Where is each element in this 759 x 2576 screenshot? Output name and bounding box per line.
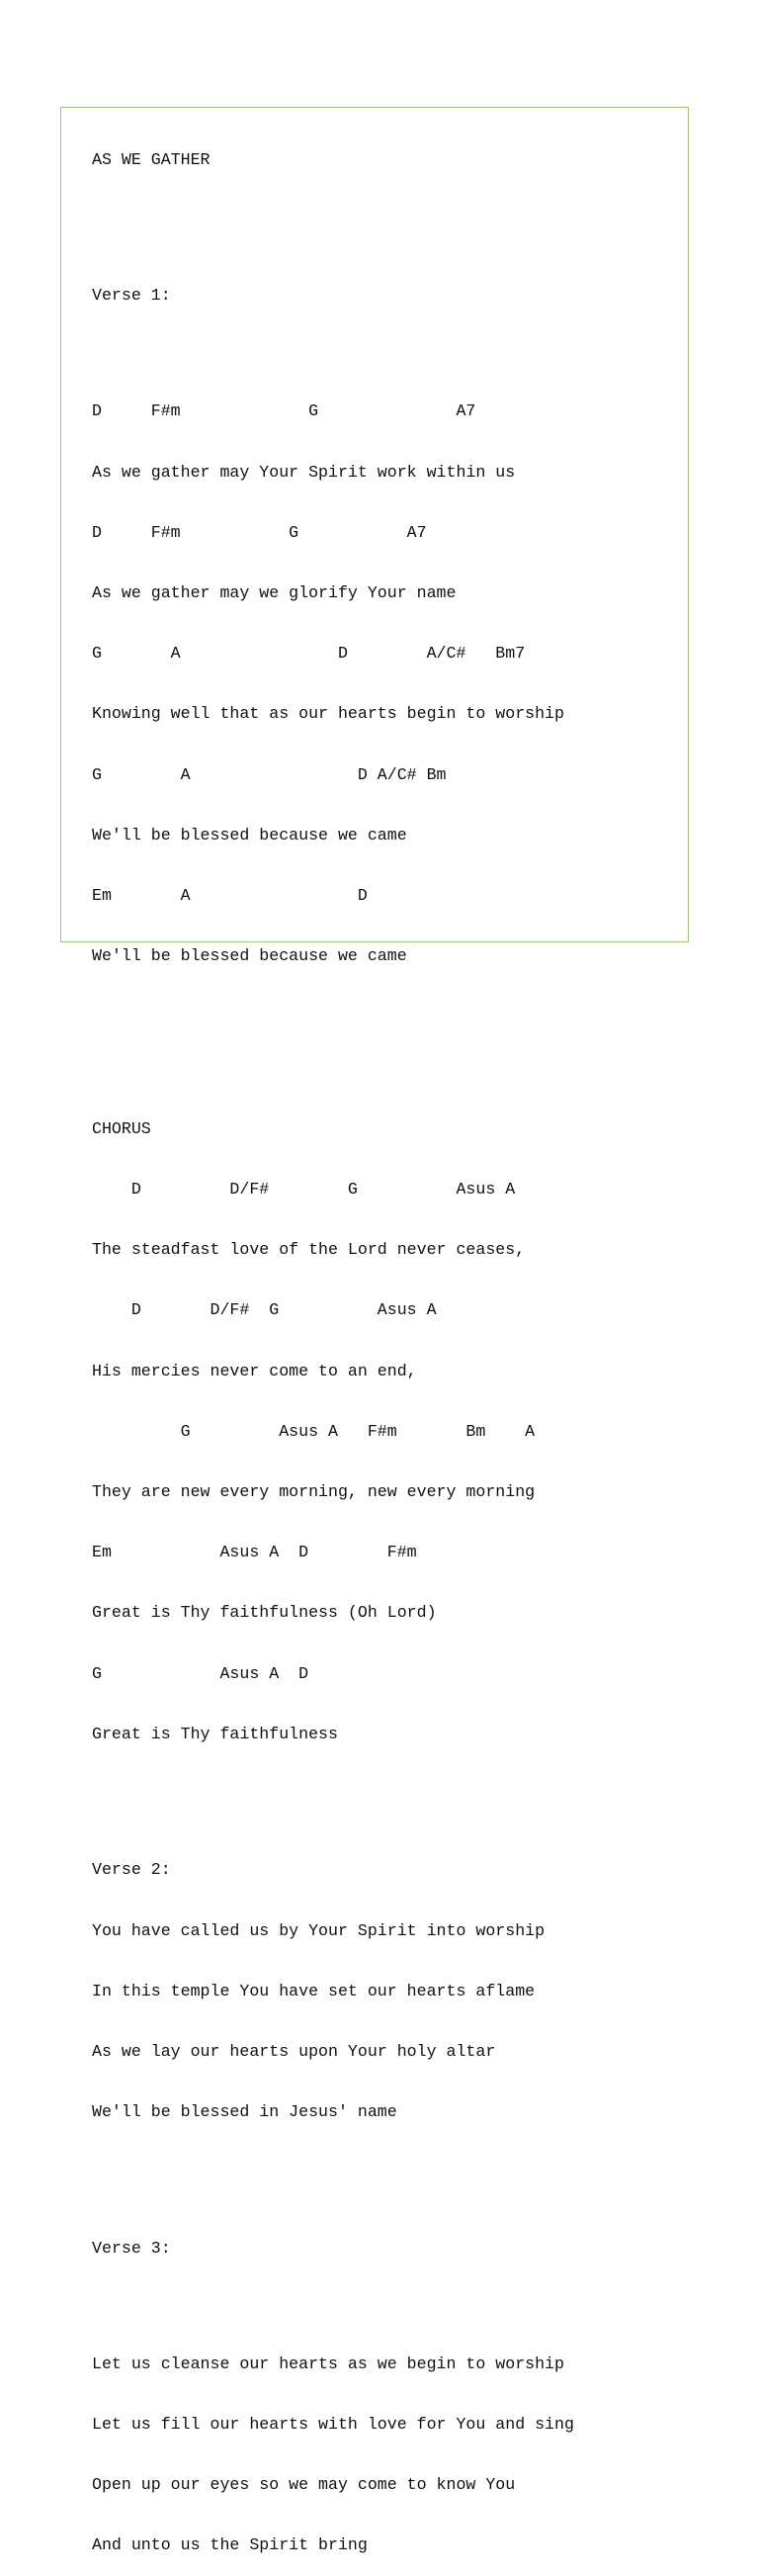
lyric-line: In this temple You have set our hearts aflame — [92, 1981, 536, 2000]
lyric-line: We'll be blessed because we came — [92, 946, 407, 966]
chord-line: G Asus A F#m Bm A — [92, 1421, 536, 1441]
lyric-line: Let us fill our hearts with love for You and sing — [92, 2414, 574, 2434]
lyric-line: His mercies never come to an end, — [92, 1361, 417, 1380]
chord-line: D D/F# G Asus A — [92, 1300, 437, 1320]
lyric-line: You have called us by Your Spirit into worship — [92, 1920, 546, 1940]
chord-line: D F#m G A7 — [92, 522, 427, 542]
lyric-line: The steadfast love of the Lord never ceases, — [92, 1240, 526, 1260]
chorus-heading: CHORUS — [92, 1118, 151, 1138]
song-sheet — [92, 110, 574, 2576]
chord-line: G A D A/C# Bm — [92, 764, 447, 784]
chord-line: Em Asus A D F#m — [92, 1543, 417, 1562]
lyric-line: As we lay our hearts upon Your holy altar — [92, 2041, 496, 2061]
chord-line: D F#m G A7 — [92, 401, 476, 421]
chord-line: Em A D — [92, 886, 368, 906]
lyric-line: And unto us the Spirit bring — [92, 2535, 368, 2555]
verse1-heading: Verse 1: — [92, 286, 171, 306]
verse2-heading: Verse 2: — [92, 1860, 171, 1880]
lyric-line: Great is Thy faithfulness — [92, 1724, 338, 1743]
lyric-line: As we gather may Your Spirit work within us — [92, 462, 516, 482]
song-title: AS WE GATHER — [92, 149, 211, 169]
lyric-line: We'll be blessed in Jesus' name — [92, 2102, 397, 2122]
lyric-line: Open up our eyes so we may come to know You — [92, 2475, 516, 2495]
lyric-line: Knowing well that as our hearts begin to worship — [92, 704, 564, 724]
chord-line: G Asus A D — [92, 1663, 309, 1683]
lyric-line: They are new every morning, new every morning — [92, 1482, 536, 1501]
verse3-heading: Verse 3: — [92, 2238, 171, 2258]
lyric-line: Great is Thy faithfulness (Oh Lord) — [92, 1603, 437, 1623]
lyric-line: As we gather may we glorify Your name — [92, 582, 457, 602]
lyric-line: We'll be blessed because we came — [92, 825, 407, 844]
chord-line: D D/F# G Asus A — [92, 1179, 516, 1199]
lyric-line: Let us cleanse our hearts as we begin to worship — [92, 2354, 564, 2373]
chord-line: G A D A/C# Bm7 — [92, 644, 526, 664]
